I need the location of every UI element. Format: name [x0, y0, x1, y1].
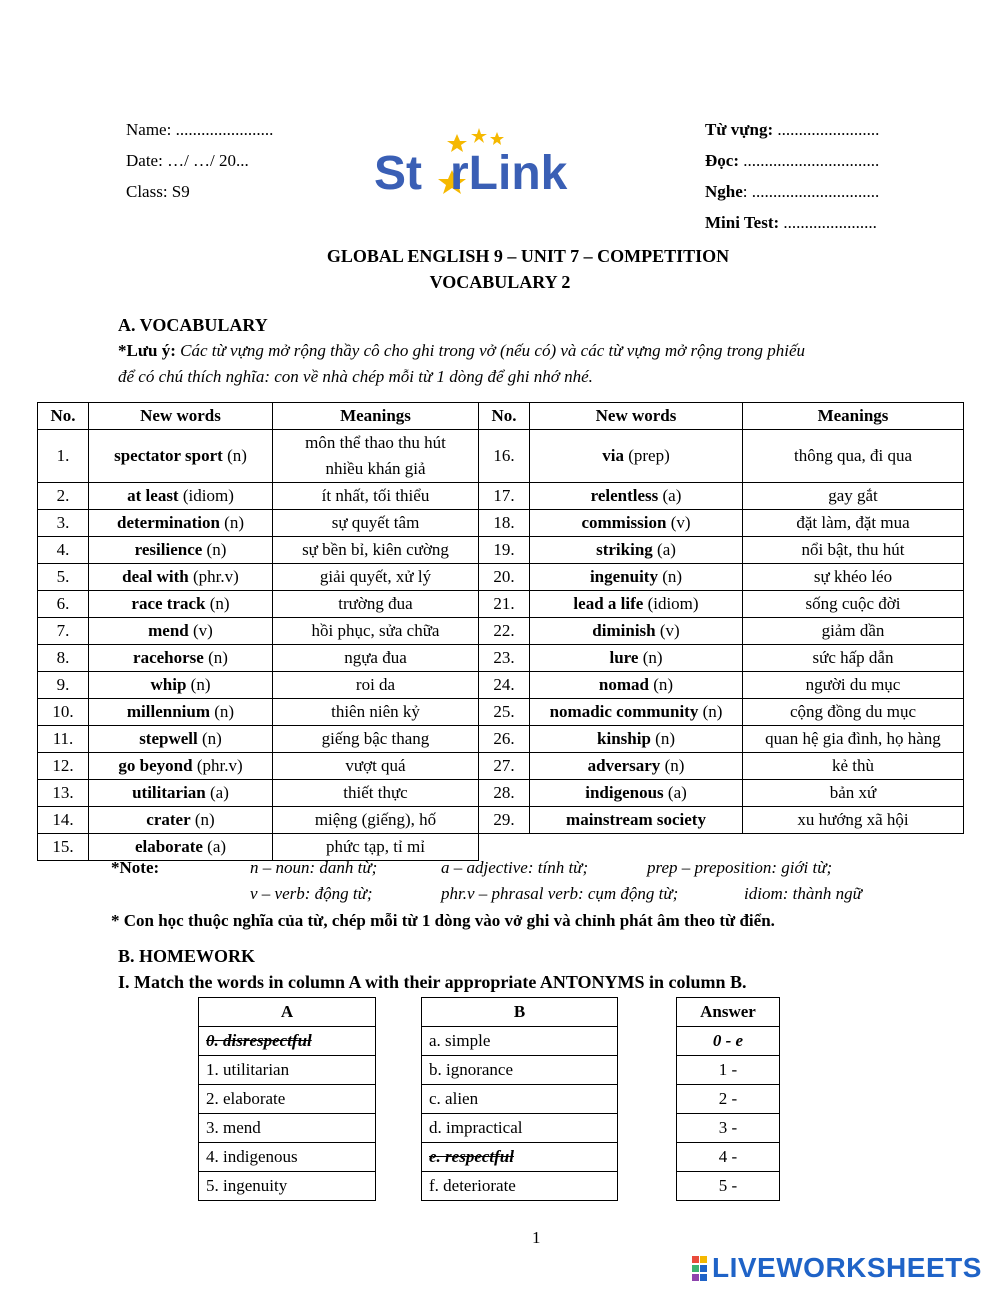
vocab-row: [38, 807, 964, 834]
word-term: via: [602, 446, 624, 465]
answer-header: Answer: [677, 998, 780, 1027]
vocab-word: [530, 483, 743, 510]
vocab-row: [38, 834, 964, 861]
luu-y-text-2: để có chú thích nghĩa: con về nhà chép mỗi từ 1 dòng để ghi nhớ nhé.: [118, 367, 593, 386]
vocab-word: [530, 753, 743, 780]
word-term: lead a life: [573, 594, 644, 613]
word-pos: (n): [657, 567, 683, 586]
vocab-row: [38, 510, 964, 537]
word-term: spectator sport: [114, 446, 223, 465]
word-pos: (phr.v): [188, 567, 239, 586]
liveworksheets-brand: LIVEWORKSHEETS: [712, 1252, 982, 1283]
vocab-meaning: ít nhất, tối thiểu: [273, 483, 479, 510]
vocab-number: 26.: [479, 726, 530, 753]
class-label: Class: S9: [126, 182, 190, 201]
vocab-meaning: phức tạp, tỉ mỉ: [273, 834, 479, 861]
word-term: lure: [609, 648, 639, 667]
vocab-meaning: đặt làm, đặt mua: [743, 510, 964, 537]
vocab-word: [89, 672, 273, 699]
column-a-item: 1. utilitarian: [199, 1056, 376, 1085]
vocab-meaning: người du mục: [743, 672, 964, 699]
vocab-row: [38, 780, 964, 807]
score-box: [705, 114, 879, 238]
nghe-field[interactable]: : ..............................: [742, 182, 880, 201]
answer-input[interactable]: 5 -: [677, 1172, 780, 1201]
word-term: nomad: [598, 675, 649, 694]
word-term: nomadic community: [549, 702, 699, 721]
luu-y-note: [118, 341, 805, 361]
doc-field[interactable]: ................................: [738, 151, 880, 170]
word-term: diminish: [592, 621, 656, 640]
header-new-words: New words: [530, 403, 743, 430]
word-pos: (n): [186, 675, 211, 694]
vocab-meaning: sự quyết tâm: [273, 510, 479, 537]
vocab-row: [38, 618, 964, 645]
word-term: mainstream society: [566, 810, 706, 829]
vocab-row: [38, 699, 964, 726]
column-a: [198, 997, 376, 1201]
vocab-word: [530, 537, 743, 564]
word-pos: (n): [205, 594, 230, 613]
vocab-word: [89, 430, 273, 483]
vocab-meaning: thiên niên kỷ: [273, 699, 479, 726]
column-a-header: A: [199, 998, 376, 1027]
vocab-word: [530, 645, 743, 672]
page-subtitle: VOCABULARY 2: [429, 272, 571, 292]
word-term: elaborate: [134, 837, 203, 856]
column-b: [421, 997, 618, 1201]
word-term: relentless: [590, 486, 659, 505]
vocab-number: 7.: [38, 618, 89, 645]
vocab-meaning: gay gắt: [743, 483, 964, 510]
vocab-meaning: miệng (giếng), hố: [273, 807, 479, 834]
doc-label: Đọc:: [705, 151, 739, 170]
vocab-number: 27.: [479, 753, 530, 780]
vocab-word: [89, 564, 273, 591]
luu-y-text-1: Các từ vựng mở rộng thầy cô cho ghi trong vở (nếu có) và các từ vựng mở rộng trong phiếu: [175, 341, 806, 360]
answer-example: 0 - e: [677, 1027, 780, 1056]
word-term: race track: [131, 594, 206, 613]
vocab-number: 25.: [479, 699, 530, 726]
vocab-number: 8.: [38, 645, 89, 672]
answer-input[interactable]: 1 -: [677, 1056, 780, 1085]
word-pos: (a): [205, 783, 229, 802]
word-pos: (n): [203, 648, 228, 667]
vocab-meaning: vượt quá: [273, 753, 479, 780]
vocab-word: [530, 618, 743, 645]
word-pos: (v): [666, 513, 691, 532]
word-term: resilience: [134, 540, 203, 559]
name-field[interactable]: Name: .......................: [126, 120, 274, 139]
vocab-word: [89, 645, 273, 672]
vocab-meaning: sức hấp dẫn: [743, 645, 964, 672]
header-new-words: New words: [89, 403, 273, 430]
empty-cell: [479, 834, 964, 861]
vocab-row: [38, 430, 964, 483]
word-pos: (n): [197, 729, 222, 748]
column-b-item: b. ignorance: [422, 1056, 618, 1085]
column-b-item: e. respectful: [422, 1143, 618, 1172]
vocab-word: [89, 753, 273, 780]
word-pos: (n): [190, 810, 215, 829]
vocab-row: [38, 645, 964, 672]
vocab-word: [530, 672, 743, 699]
column-a-item: 3. mend: [199, 1114, 376, 1143]
word-term: deal with: [122, 567, 189, 586]
vocab-word: [530, 780, 743, 807]
vocab-word: [89, 807, 273, 834]
vocab-word: [89, 591, 273, 618]
word-pos: (n): [210, 702, 235, 721]
vocab-header-row: [38, 403, 964, 430]
vocabulary-table: [37, 402, 964, 861]
word-pos: (n): [650, 729, 675, 748]
word-pos: (n): [202, 540, 227, 559]
vocab-number: 18.: [479, 510, 530, 537]
vocab-number: 9.: [38, 672, 89, 699]
vocab-number: 11.: [38, 726, 89, 753]
vocab-row: [38, 672, 964, 699]
vocab-number: 1.: [38, 430, 89, 483]
nghe-label: Nghe: [705, 182, 743, 201]
vocab-meaning: thiết thực: [273, 780, 479, 807]
vocab-meaning: môn thể thao thu hút nhiều khán giả: [273, 430, 479, 483]
word-pos: (a): [658, 486, 682, 505]
vocab-number: 21.: [479, 591, 530, 618]
vocab-word: [89, 699, 273, 726]
header-meanings: Meanings: [743, 403, 964, 430]
vocab-word: [89, 483, 273, 510]
vocab-meaning: bản xứ: [743, 780, 964, 807]
vocab-number: 20.: [479, 564, 530, 591]
word-pos: (n): [219, 513, 244, 532]
vocab-row: [38, 483, 964, 510]
note-preposition: prep – preposition: giới từ;: [647, 858, 833, 877]
word-pos: (a): [663, 783, 687, 802]
column-b-item: f. deteriorate: [422, 1172, 618, 1201]
note-label: *Note:: [111, 858, 160, 877]
luu-y-label: *Lưu ý:: [118, 341, 176, 360]
study-instruction: * Con học thuộc nghĩa của từ, chép mỗi từ 1 dòng vào vở ghi và chỉnh phát âm theo từ điển.: [111, 911, 775, 930]
column-a-item: 0. disrespectful: [199, 1027, 376, 1056]
column-b-item: a. simple: [422, 1027, 618, 1056]
header-no: No.: [479, 403, 530, 430]
word-pos: (a): [202, 837, 227, 856]
vocab-word: [89, 780, 273, 807]
vocab-number: 24.: [479, 672, 530, 699]
vocab-meaning: nổi bật, thu hút: [743, 537, 964, 564]
vocab-word: [89, 726, 273, 753]
vocab-word: [530, 430, 743, 483]
page-title: GLOBAL ENGLISH 9 – UNIT 7 – COMPETITION: [326, 246, 730, 266]
vocab-meaning: sự khéo léo: [743, 564, 964, 591]
vocab-number: 19.: [479, 537, 530, 564]
vocab-word: [89, 537, 273, 564]
word-term: determination: [116, 513, 220, 532]
date-field[interactable]: Date: …/ …/ 20...: [126, 151, 249, 170]
vocab-word: [530, 726, 743, 753]
word-pos: (idiom): [178, 486, 234, 505]
vocab-meaning: giếng bậc thang: [273, 726, 479, 753]
note-idiom: idiom: thành ngữ: [744, 884, 862, 903]
note-noun: n – noun: danh từ;: [250, 858, 378, 877]
logo-text-a: St: [374, 147, 422, 200]
vocab-number: 28.: [479, 780, 530, 807]
vocab-word: [530, 591, 743, 618]
vocab-word: [530, 510, 743, 537]
tu-vung-field[interactable]: ........................: [773, 120, 880, 139]
vocab-number: 22.: [479, 618, 530, 645]
vocab-number: 2.: [38, 483, 89, 510]
word-pos: (prep): [623, 446, 670, 465]
vocab-meaning: roi da: [273, 672, 479, 699]
vocab-number: 23.: [479, 645, 530, 672]
vocab-row: [38, 753, 964, 780]
vocab-word: [530, 807, 743, 834]
word-term: kinship: [597, 729, 651, 748]
section-a-heading: A. VOCABULARY: [118, 315, 268, 335]
section-b-heading: B. HOMEWORK: [118, 946, 256, 966]
answer-input[interactable]: 4 -: [677, 1143, 780, 1172]
header-no: No.: [38, 403, 89, 430]
vocab-number: 10.: [38, 699, 89, 726]
starlink-logo: [372, 128, 612, 200]
word-pos: (v): [655, 621, 680, 640]
word-term: commission: [581, 513, 667, 532]
vocab-number: 12.: [38, 753, 89, 780]
vocab-word: [530, 564, 743, 591]
vocab-meaning: sống cuộc đời: [743, 591, 964, 618]
mini-test-label: Mini Test:: [705, 213, 780, 232]
vocab-row: [38, 726, 964, 753]
word-pos: (n): [222, 446, 247, 465]
vocab-row: [38, 591, 964, 618]
word-term: striking: [596, 540, 653, 559]
exercise-1-instruction: I. Match the words in column A with their appropriate ANTONYMS in column B.: [118, 972, 747, 992]
tu-vung-label: Từ vựng:: [705, 120, 774, 139]
word-term: racehorse: [133, 648, 204, 667]
vocab-number: 15.: [38, 834, 89, 861]
logo-text-b: rLink: [450, 147, 568, 200]
liveworksheets-icon: [692, 1256, 708, 1282]
vocab-meaning: ngựa đua: [273, 645, 479, 672]
answer-input[interactable]: 3 -: [677, 1114, 780, 1143]
word-term: utilitarian: [132, 783, 206, 802]
vocab-word: [89, 618, 273, 645]
vocab-meaning: hồi phục, sửa chữa: [273, 618, 479, 645]
vocab-number: 5.: [38, 564, 89, 591]
page-number: 1: [532, 1228, 541, 1247]
vocab-word: [89, 834, 273, 861]
vocab-number: 14.: [38, 807, 89, 834]
vocab-row: [38, 564, 964, 591]
word-pos: (v): [188, 621, 213, 640]
mini-test-field[interactable]: ......................: [779, 213, 877, 232]
vocab-meaning: kẻ thù: [743, 753, 964, 780]
vocab-meaning: giải quyết, xử lý: [273, 564, 479, 591]
word-term: go beyond: [118, 756, 193, 775]
vocab-row: [38, 537, 964, 564]
student-info: [126, 114, 273, 207]
vocab-meaning: thông qua, đi qua: [743, 430, 964, 483]
word-term: at least: [127, 486, 179, 505]
column-a-item: 5. ingenuity: [199, 1172, 376, 1201]
column-b-header: B: [422, 998, 618, 1027]
word-term: indigenous: [585, 783, 664, 802]
word-term: whip: [150, 675, 187, 694]
word-pos: (n): [698, 702, 723, 721]
answer-column: [676, 997, 780, 1201]
column-b-item: d. impractical: [422, 1114, 618, 1143]
word-term: adversary: [587, 756, 661, 775]
column-a-item: 4. indigenous: [199, 1143, 376, 1172]
word-pos: (a): [652, 540, 676, 559]
header-meanings: Meanings: [273, 403, 479, 430]
vocab-meaning: quan hệ gia đình, họ hàng: [743, 726, 964, 753]
answer-input[interactable]: 2 -: [677, 1085, 780, 1114]
vocab-meaning: xu hướng xã hội: [743, 807, 964, 834]
vocab-number: 16.: [479, 430, 530, 483]
word-term: mend: [148, 621, 189, 640]
vocab-meaning: sự bền bỉ, kiên cường: [273, 537, 479, 564]
vocab-number: 6.: [38, 591, 89, 618]
word-term: crater: [146, 810, 191, 829]
note-phrasal-verb: phr.v – phrasal verb: cụm động từ;: [441, 884, 679, 903]
vocab-word: [89, 510, 273, 537]
column-a-item: 2. elaborate: [199, 1085, 376, 1114]
word-pos: (n): [649, 675, 674, 694]
word-term: millennium: [126, 702, 211, 721]
word-pos: (idiom): [643, 594, 699, 613]
column-b-item: c. alien: [422, 1085, 618, 1114]
word-pos: (phr.v): [192, 756, 243, 775]
vocab-number: 3.: [38, 510, 89, 537]
vocab-number: 17.: [479, 483, 530, 510]
vocab-word: [530, 699, 743, 726]
vocab-meaning: trường đua: [273, 591, 479, 618]
vocab-meaning: giảm dần: [743, 618, 964, 645]
word-pos: (n): [660, 756, 685, 775]
vocab-number: 13.: [38, 780, 89, 807]
note-verb: v – verb: động từ;: [250, 884, 373, 903]
word-pos: (n): [638, 648, 663, 667]
word-term: ingenuity: [589, 567, 658, 586]
vocab-number: 29.: [479, 807, 530, 834]
note-adjective: a – adjective: tính từ;: [441, 858, 589, 877]
vocab-number: 4.: [38, 537, 89, 564]
word-term: stepwell: [139, 729, 198, 748]
vocab-meaning: cộng đồng du mục: [743, 699, 964, 726]
